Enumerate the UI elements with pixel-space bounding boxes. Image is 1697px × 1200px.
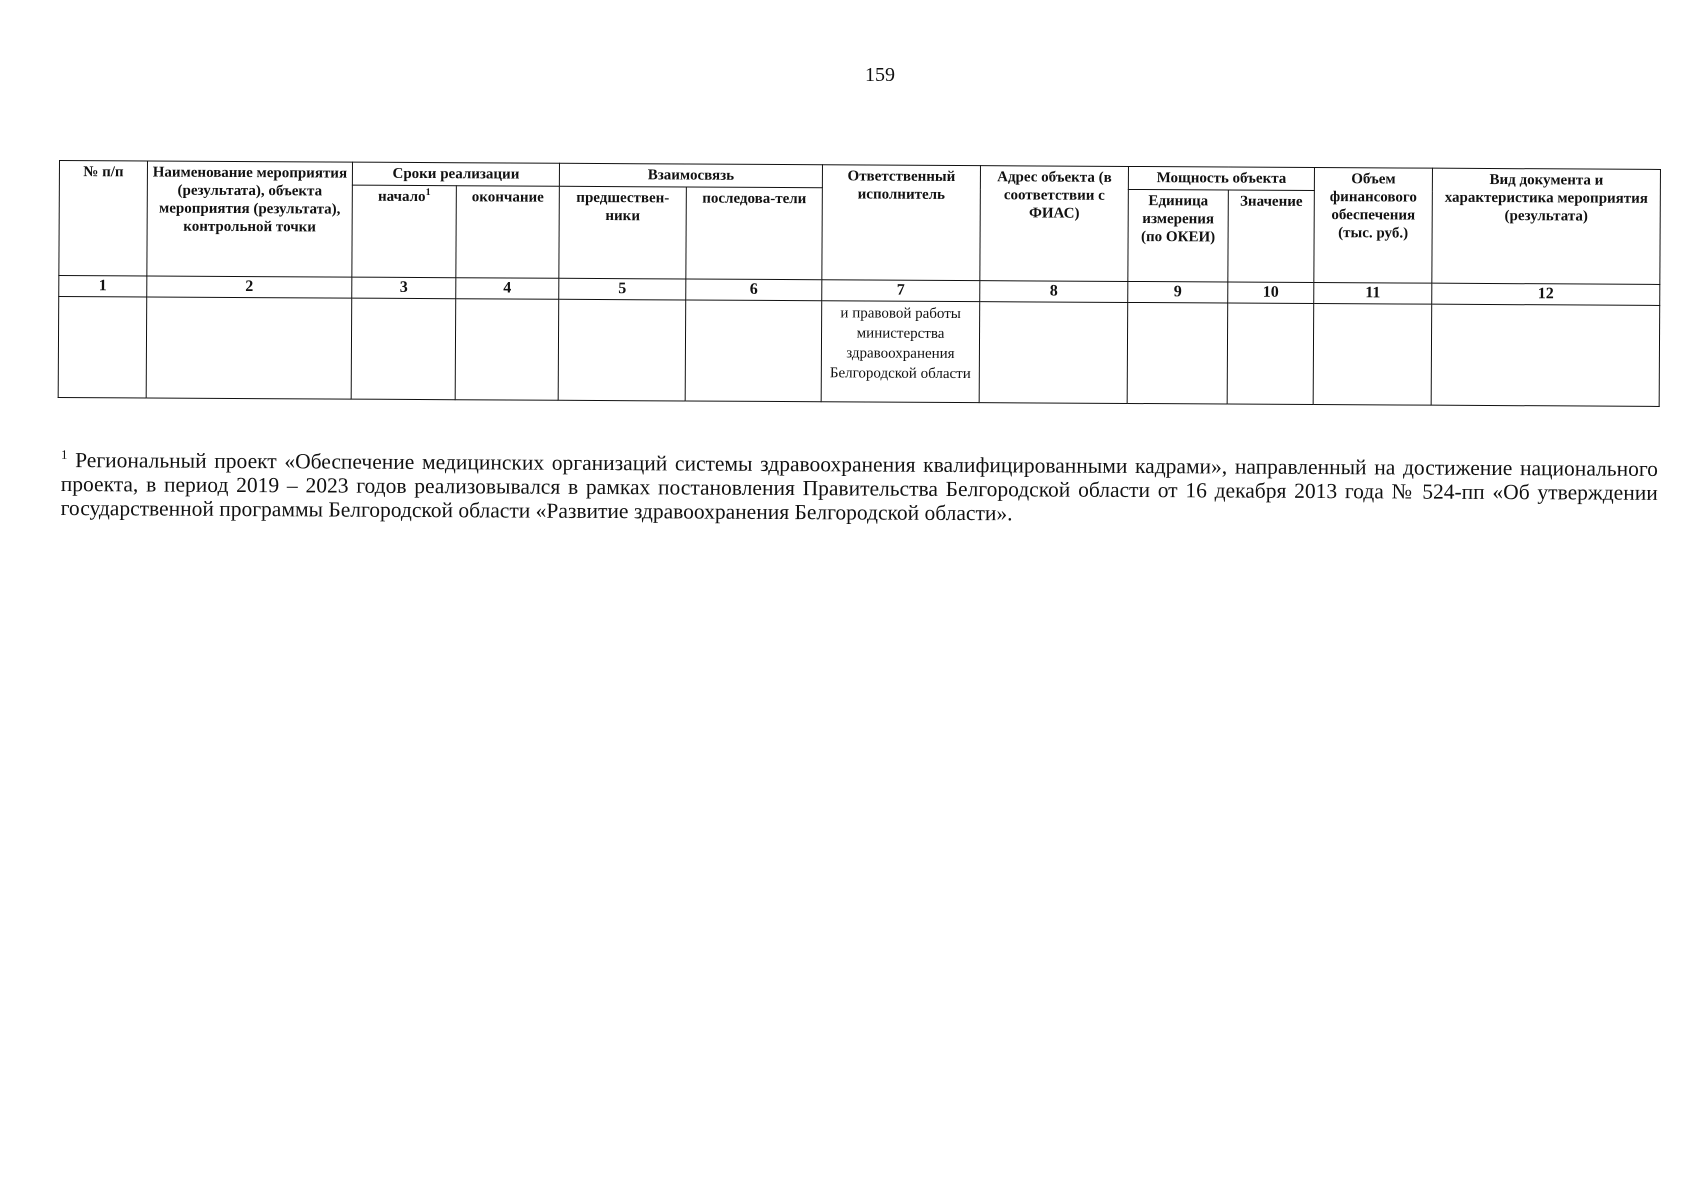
footnote-text: Региональный проект «Обеспечение медицинских организаций системы здравоохранения квалифицированными кадрами», направленный на достижение национального проекта, в период 2019 – 2023 годов реализовывался в рамках постановления Правительства Белгородской области от 16 декабря 2013 года № 524-пп «Об утверждении государственной программы Белгородской области «Развитие здравоохранения Белгородской области». bbox=[60, 448, 1658, 526]
column-number: 3 bbox=[352, 277, 456, 299]
header-end: окончание bbox=[456, 186, 560, 279]
column-number: 12 bbox=[1432, 283, 1660, 305]
header-address: Адрес объекта (в соответствии с ФИАС) bbox=[980, 166, 1129, 282]
cell-unit bbox=[1127, 302, 1228, 404]
page-number: 159 bbox=[865, 64, 895, 86]
cell-end bbox=[455, 299, 559, 401]
column-number: 9 bbox=[1128, 281, 1228, 303]
header-responsible: Ответственный исполнитель bbox=[822, 165, 981, 281]
cell-successors bbox=[685, 300, 822, 402]
column-number: 10 bbox=[1228, 282, 1314, 303]
header-value: Значение bbox=[1228, 190, 1315, 282]
cell-predecessors bbox=[558, 299, 686, 401]
cell-name bbox=[146, 297, 352, 399]
cell-value bbox=[1227, 303, 1314, 404]
column-number: 6 bbox=[686, 279, 822, 301]
header-terms: Сроки реализации bbox=[352, 162, 559, 186]
header-relation: Взаимосвязь bbox=[559, 163, 822, 187]
header-finance: Объем финансового обеспечения (тыс. руб.) bbox=[1314, 168, 1433, 284]
footnote-marker: 1 bbox=[60, 446, 68, 462]
header-row-1 bbox=[59, 161, 1660, 193]
column-number: 5 bbox=[559, 278, 686, 300]
header-doc-type: Вид документа и характеристика мероприятия (результата) bbox=[1432, 168, 1661, 284]
header-name: Наименование мероприятия (результата), объекта мероприятия (результата), контрольной точки bbox=[147, 161, 353, 277]
events-table-wrapper bbox=[58, 160, 1660, 407]
column-number: 4 bbox=[456, 278, 559, 300]
header-capacity: Мощность объекта bbox=[1128, 166, 1314, 190]
cell-start bbox=[351, 298, 456, 400]
column-number: 8 bbox=[980, 281, 1128, 303]
cell-responsible: и правовой работы министерства здравоохранения Белгородской области bbox=[821, 301, 980, 403]
footnote-ref: 1 bbox=[425, 187, 431, 199]
cell-doc-type bbox=[1431, 304, 1660, 406]
column-number: 7 bbox=[822, 280, 980, 302]
column-number: 1 bbox=[59, 276, 147, 297]
events-table bbox=[58, 160, 1661, 407]
cell-num bbox=[58, 297, 147, 398]
header-start bbox=[352, 185, 457, 278]
header-start-label: начало bbox=[377, 188, 426, 206]
footnote bbox=[61, 448, 1658, 529]
column-number: 2 bbox=[147, 276, 352, 298]
header-successors: последова-тели bbox=[686, 187, 823, 280]
cell-address bbox=[979, 302, 1128, 404]
header-unit: Единица измерения (по ОКЕИ) bbox=[1128, 189, 1229, 282]
column-number: 11 bbox=[1314, 283, 1432, 305]
header-predecessors: предшествен-ники bbox=[559, 186, 687, 279]
header-num: № п/п bbox=[59, 161, 148, 276]
cell-finance bbox=[1313, 304, 1432, 406]
table-row bbox=[58, 297, 1660, 407]
